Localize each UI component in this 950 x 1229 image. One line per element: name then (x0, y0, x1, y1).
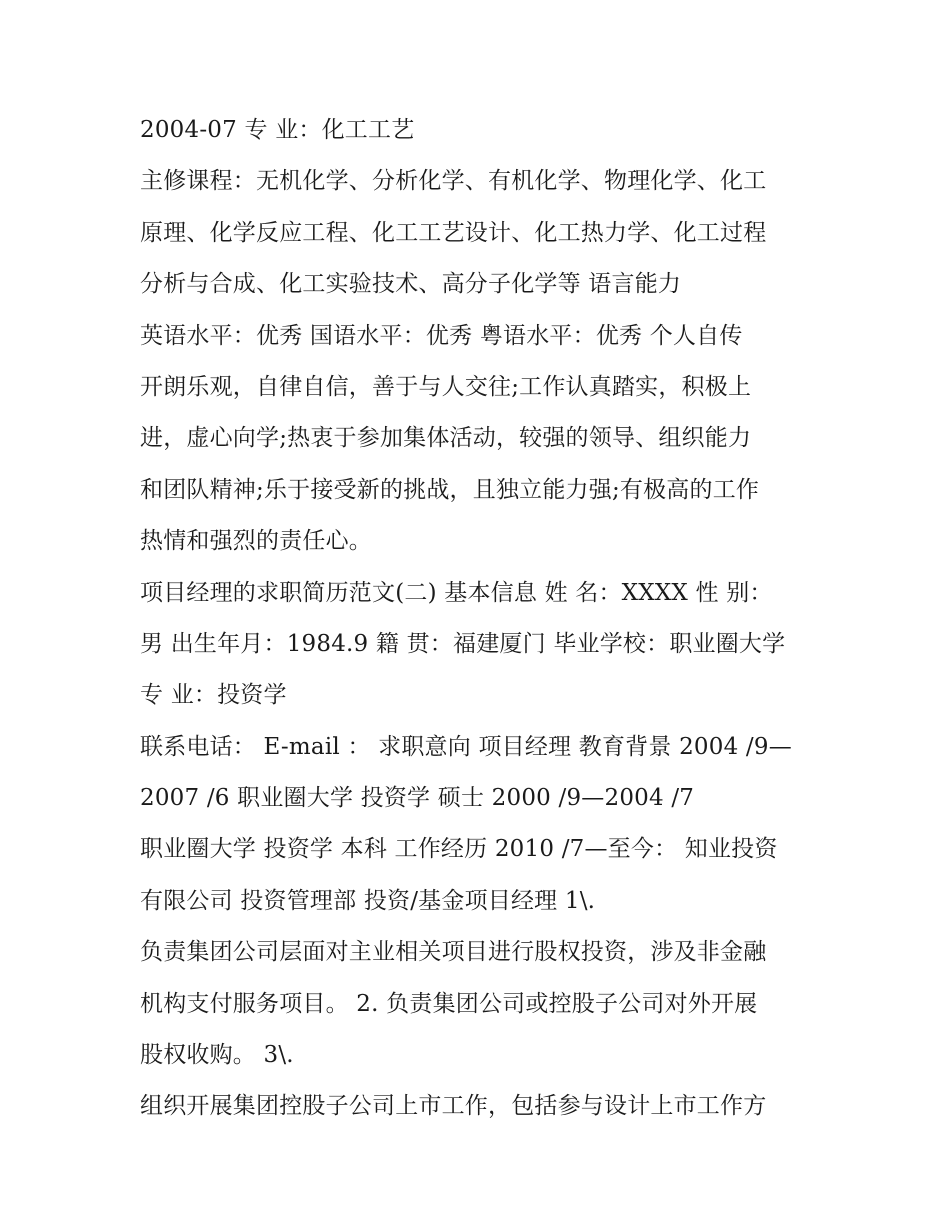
text-line: 主修课程：无机化学、分析化学、有机化学、物理化学、化工 (140, 168, 767, 195)
text-line: 联系电话： E-mail ： 求职意向 项目经理 教育背景 2004 /9— (140, 733, 792, 760)
text-line: 英语水平：优秀 国语水平：优秀 粤语水平：优秀 个人自传 (140, 322, 743, 349)
text-line: 职业圈大学 投资学 本科 工作经历 2010 /7—至今： 知业投资 (140, 836, 778, 863)
document-body (140, 108, 830, 1136)
text-line: 分析与合成、化工实验技术、高分子化学等 语言能力 (140, 271, 682, 298)
text-line: 股权收购。 3\. (140, 1042, 294, 1069)
text-line: 原理、化学反应工程、化工工艺设计、化工热力学、化工过程 (140, 219, 767, 246)
text-line: 有限公司 投资管理部 投资/基金项目经理 1\. (140, 887, 596, 914)
text-line: 2004-07 专 业：化工工艺 (140, 117, 415, 143)
text-line: 专 业：投资学 (140, 682, 287, 709)
text-line: 2007 /6 职业圈大学 投资学 硕士 2000 /9—2004 /7 (140, 785, 695, 812)
text-line: 进，虚心向学;热衷于参加集体活动，较强的领导、组织能力 (140, 425, 752, 452)
text-line: 负责集团公司层面对主业相关项目进行股权投资，涉及非金融 (140, 939, 767, 966)
text-line: 项目经理的求职简历范文(二) 基本信息 姓 名：XXXX 性 别： (140, 579, 773, 606)
text-line: 和团队精神;乐于接受新的挑战，且独立能力强;有极高的工作 (140, 476, 760, 503)
text-line: 热情和强烈的责任心。 (140, 528, 372, 555)
text-line: 男 出生年月：1984.9 籍 贯：福建厦门 毕业学校：职业圈大学 (140, 630, 786, 657)
text-line: 开朗乐观，自律自信，善于与人交往;工作认真踏实，积极上 (140, 373, 752, 400)
text-line: 机构支付服务项目。 2. 负责集团公司或控股子公司对外开展 (140, 990, 758, 1017)
text-line: 组织开展集团控股子公司上市工作，包括参与设计上市工作方 (140, 1093, 767, 1120)
